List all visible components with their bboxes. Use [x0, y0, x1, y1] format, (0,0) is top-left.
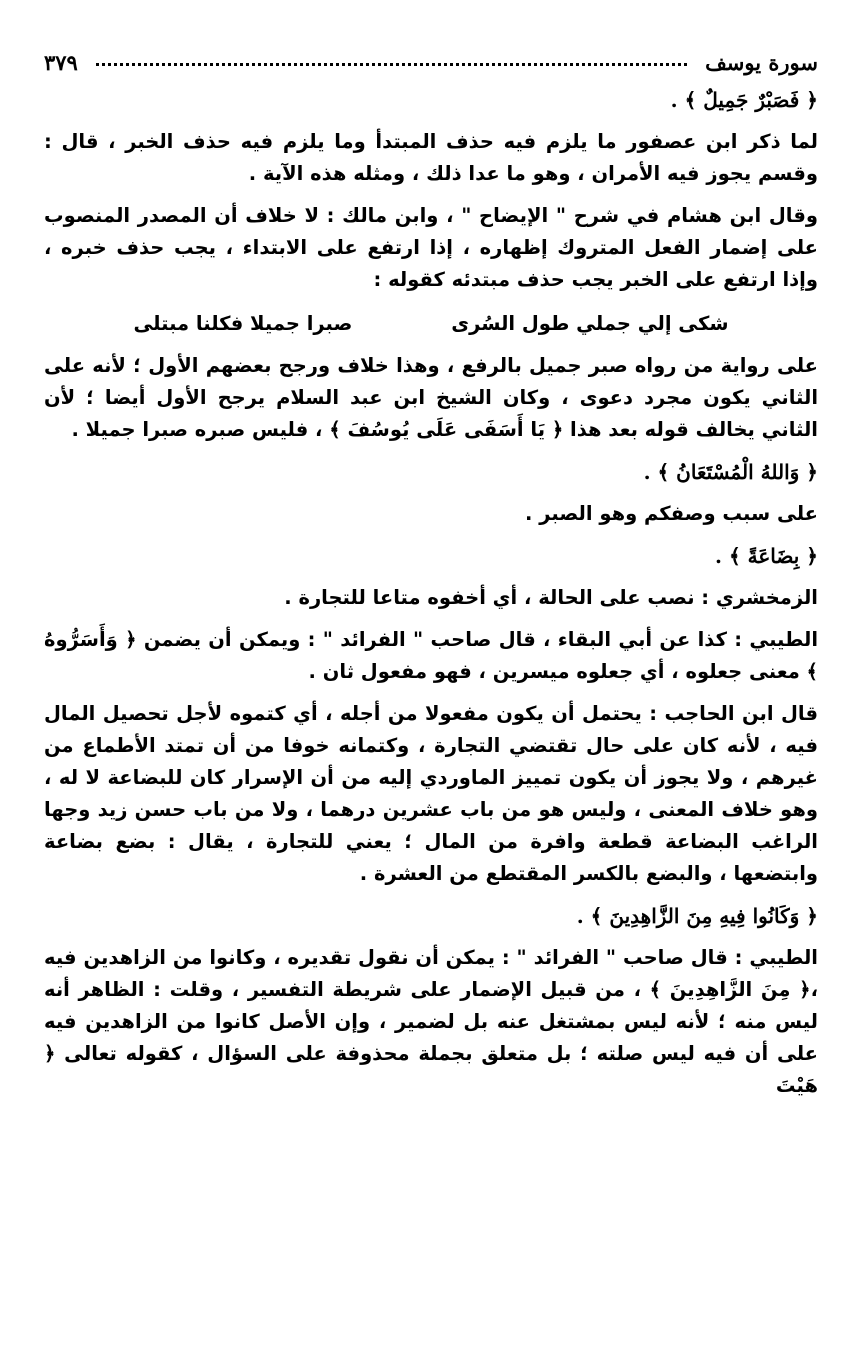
quran-quote-2: ﴿ وَاللهُ الْمُسْتَعَانُ ﴾ .: [643, 460, 818, 484]
page-number: ٣٧٩: [44, 49, 78, 75]
quran-quote-1: ﴿ فَصَبْرٌ جَمِيلٌ ﴾ .: [670, 88, 818, 112]
paragraph-sabab: على سبب وصفكم وهو الصبر .: [525, 502, 818, 525]
paragraph-ibn-hisham: وقال ابن هشام في شرح " الإيضاح " ، وابن مالك : لا خلاف أن المصدر المنصوب على إضمار الفعل المتروك إظهاره ، إذا ارتفع على الابتداء ، يجب حذف خبره ، وإذا ارتفع على الخبر يجب حذف مبتدئه كقوله :: [44, 204, 818, 291]
book-page: [44, 40, 818, 1350]
paragraph-tibi-2: الطيبي : قال صاحب " الفرائد " : يمكن أن نقول تقديره ، وكانوا من الزاهدين فيه ،﴿ مِنَ الزَّاهِدِينَ ﴾ ، من قبيل الإضمار على شريطة التفسير ، وقلت : الظاهر أنه ليس منه ؛ لأنه ليس بمشتغل عنه بل لضمير ، وإن الأصل كانوا من الزاهدين فيه على أن فيه ليس صلته ؛ بل متعلق بجملة محذوفة على السؤال ، كقوله تعالى ﴿ هَيْتَ: [44, 946, 818, 1097]
running-header: [44, 40, 818, 84]
paragraph-zamakhshari: الزمخشري : نصب على الحالة ، أي أخفوه متاعا للتجارة .: [284, 586, 818, 609]
surah-title: سورة يوسف: [705, 49, 818, 75]
poem-verse: [84, 306, 778, 342]
paragraph-tibi-1: الطيبي : كذا عن أبي البقاء ، قال صاحب " الفرائد " : ويمكن أن يضمن ﴿ وَأَسَرُّوهُ ﴾ معنى جعلوه ، أي جعلوه ميسرين ، فهو مفعول ثان .: [44, 628, 818, 683]
poem-first-hemistich: شكى إلي جملي طول السُرى: [451, 312, 729, 335]
quran-quote-3: ﴿ بِضَاعَةً ﴾ .: [715, 544, 818, 568]
paragraph-ibn-hajib: قال ابن الحاجب : يحتمل أن يكون مفعولا من أجله ، أي كتموه لأجل تحصيل المال فيه ، لأنه كان على حال تقتضي التجارة ، وكتمانه خوفا من أن تمتد الأطماع من غيرهم ، ولا يجوز أن يكون تمييز الماوردي إليه من أن الإسرار كان للبضاعة لا له ، وهو خلاف المعنى ، وليس هو من باب عشرين درهما ، ولا من باب حسن زيد وجها الراغب البضاعة قطعة وافرة من المال ؛ يعني للتجارة ، يقال : بضع بضاعة وابتضعها ، والبضع بالكسر المقتطع من العشرة .: [44, 702, 818, 885]
poem-second-hemistich: صبرا جميلا فكلنا مبتلى: [133, 312, 353, 335]
quran-quote-4: ﴿ وَكَانُوا فِيهِ مِنَ الزَّاهِدِينَ ﴾ .: [576, 904, 818, 928]
dotted-leader: [96, 63, 687, 66]
paragraph-ibn-usfur: لما ذكر ابن عصفور ما يلزم فيه حذف المبتدأ وما يلزم فيه حذف الخبر ، قال : وقسم يجوز فيه الأمران ، وهو ما عدا ذلك ، ومثله هذه الآية .: [44, 130, 818, 185]
paragraph-riwaya: على رواية من رواه صبر جميل بالرفع ، وهذا خلاف ورجح بعضهم الأول ؛ لأنه على الثاني يكون مجرد دعوى ، وكان الشيخ ابن عبد السلام يرجح الأول أيضا ؛ لأن الثاني يخالف قوله بعد هذا ﴿ يَا أَسَفَى عَلَى يُوسُفَ ﴾ ، فليس صبره صبرا جميلا .: [44, 354, 818, 441]
